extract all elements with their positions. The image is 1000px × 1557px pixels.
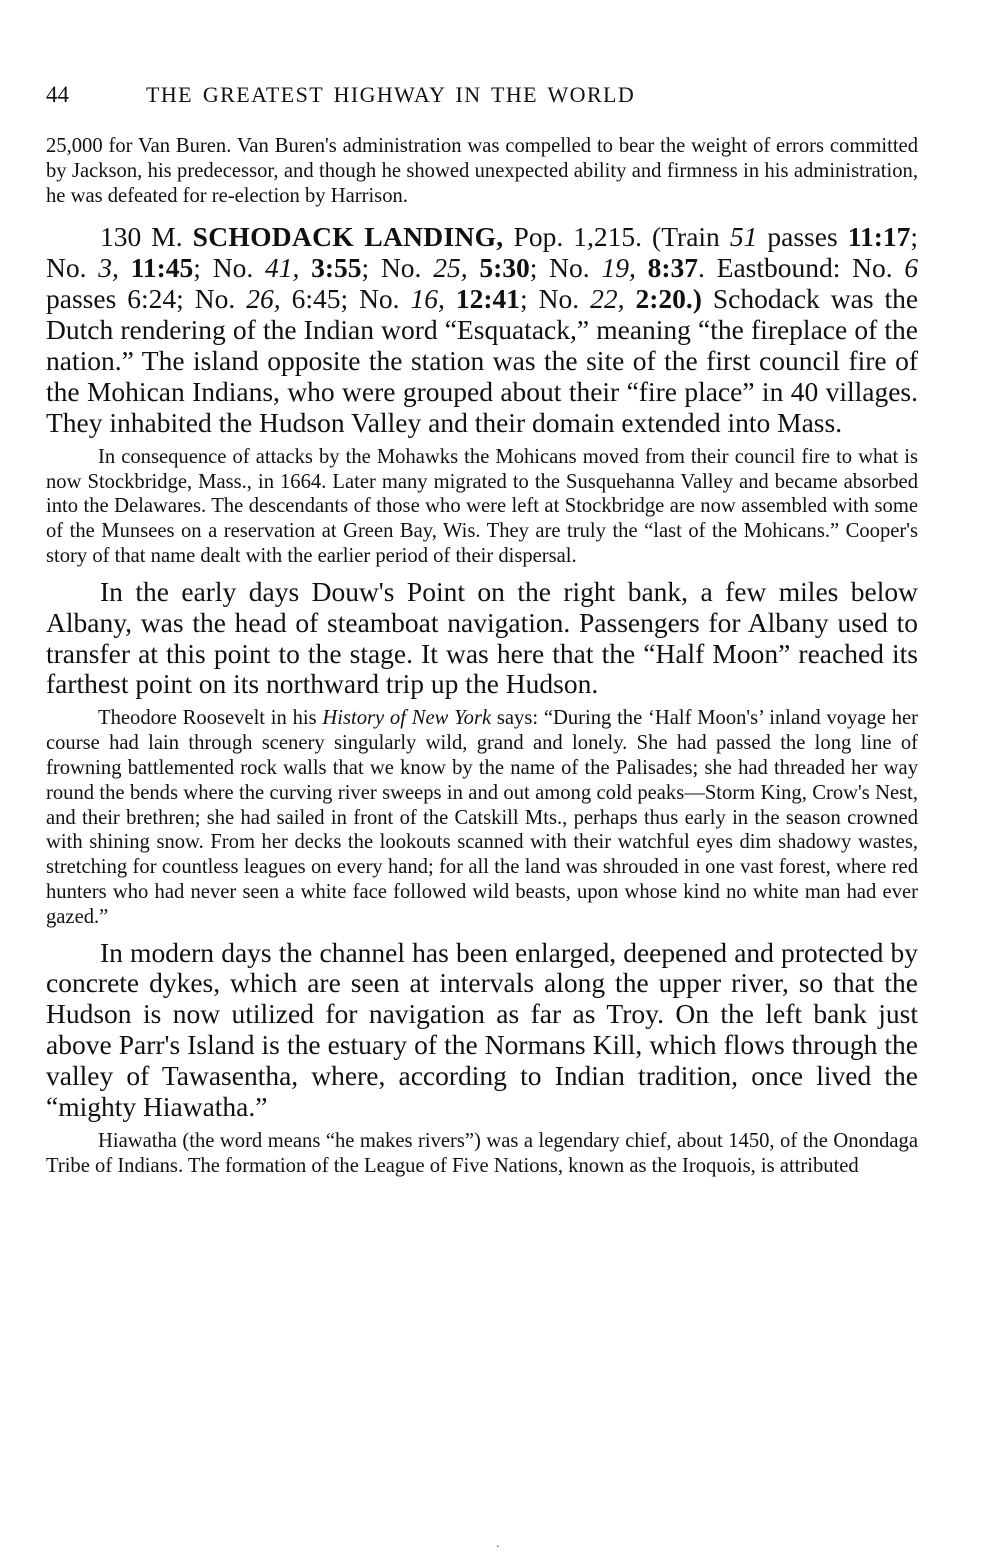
train-time: 11:45	[130, 252, 194, 284]
quote-lead: Theodore Roosevelt in his	[98, 707, 317, 730]
train-number: 3,	[98, 252, 119, 284]
no-label: No.	[359, 283, 400, 315]
train-number: 19,	[601, 252, 636, 284]
train-time: 3:55	[311, 252, 362, 284]
population: Pop. 1,215.	[513, 221, 642, 253]
book-page	[46, 82, 918, 1179]
train-number: 22,	[590, 283, 625, 315]
paragraph-mohicans-note: In consequence of attacks by the Mohawks the Mohicans moved from their council fire to what is now Stockbridge, Mass., in 1664. Later many migrated to the Susquehanna Valley and became absorbed into the Delawares. The descendants of those who were left at Stockbridge are now assembled with some of the Munsees on a reservation at Green Bay, Wis. They are truly the “last of the Mohicans.” Cooper's story of that name dealt with the earlier period of their dispersal.	[46, 445, 918, 567]
train-number: 26,	[246, 283, 281, 315]
train-number: 6	[904, 252, 919, 284]
paragraph-hiawatha: Hiawatha (the word means “he makes rivers”) was a legendary chief, about 1450, of the Onondaga Tribe of Indians. The formation of the League of Five Nations, known as the Iroquois, is attributed	[46, 1129, 918, 1177]
no-label: No.	[852, 252, 893, 284]
passes-word: passes	[767, 221, 838, 253]
paragraph-van-buren: 25,000 for Van Buren. Van Buren's administration was compelled to bear the weight of errors committed by Jackson, his predecessor, and though he showed unexpected ability and firmness in his administration, he was defeated for re-election by Harrison.	[46, 135, 918, 207]
paragraph-schodack-landing: 130 M. SCHODACK LANDING, Pop. 1,215. (Train 51 passes 11:17; No. 3, 11:45; No. 41, 3:55; No. 25, 5:30; No. 19, 8:37. Eastbound: No. 6 passes 6:24; No. 26, 6:45; No. 16, 12:41; No. 22, 2:20.) Schodack was the Dutch rendering of the Indian word “Esquatack,” meaning “the fireplace of the nation.” The island opposite the station was the site of the first council fire of the Mohican Indians, who were grouped about their “fire place” in 40 villages. They inhabited the Hudson Valley and their domain extended into Mass.	[46, 221, 919, 438]
train-time: 6:45	[291, 283, 341, 315]
paragraph-roosevelt-quote	[46, 706, 918, 929]
paragraph-modern-channel: In modern days the channel has been enlarged, deepened and protected by concrete dykes, which are seen at intervals along the upper river, so that the Hudson is now utilized for navigation as far as Troy. On the left bank just above Parr's Island is the estuary of the Normans Kill, which flows through the valley of Tawasentha, where, according to Indian tradition, once lived the “mighty Hiawatha.”	[46, 936, 918, 1123]
no-label: No.	[194, 283, 236, 315]
page-number: 44	[46, 82, 69, 107]
footer-mark: .	[496, 1536, 500, 1551]
mileage: 130 M.	[100, 221, 183, 253]
train-number: 41,	[264, 252, 300, 284]
train-time: 11:17	[847, 221, 911, 253]
schodack-body: Schodack was the Dutch rendering of the Indian word “Esquatack,” meaning “the fireplace of the nation.” The island opposite the station was the site of the first council fire of the Mohican Indians, who were grouped about their “fire place” in 40 villages. They inhabited the Hudson Valley and their domain extended into Mass.	[46, 283, 919, 438]
station-name: SCHODACK LANDING,	[192, 221, 504, 253]
no-label: No.	[46, 252, 87, 284]
no-label: No.	[212, 252, 254, 284]
page-header	[46, 82, 918, 116]
quote-text: says: “During the ‘Half Moon's’ inland voyage her course had lain through scenery singularly wild, grand and lonely. She had passed the long line of frowning battlemented rock walls that we know by the name of the Palisades; she had threaded her way round the bends where the curving river sweeps in and out among cold peaks—Storm King, Crow's Nest, and their brethren; she had sailed in front of the Catskill Mts., perhaps thus early in the season crowned with shining snow. From her decks the lookouts scanned with their watchful eyes dim shadowy wastes, stretching for countless leagues on every hand; for all the land was shrouded in one vast forest, where red hunters who had never seen a white face followed wild beasts, upon whose kind no white man had ever gazed.”	[46, 707, 918, 928]
train-time: 12:41	[455, 283, 521, 315]
no-label: No.	[380, 252, 422, 284]
train-intro: (Train	[652, 221, 720, 253]
train-time: 8:37	[647, 252, 698, 284]
train-time: 2:20.)	[635, 283, 702, 315]
book-title: History of New York	[322, 707, 492, 730]
train-time: 5:30	[479, 252, 530, 284]
train-number: 51	[729, 221, 758, 253]
train-number: 16,	[410, 283, 445, 315]
no-label: No.	[538, 283, 580, 315]
passes-word: passes	[46, 283, 117, 315]
no-label: No.	[549, 252, 590, 284]
train-number: 25,	[433, 252, 468, 284]
eastbound-label: Eastbound:	[716, 252, 841, 284]
paragraph-douws-point: In the early days Douw's Point on the right bank, a few miles below Albany, was the head of steamboat navigation. Passengers for Albany used to transfer at this point to the stage. It was here that the “Half Moon” reached its farthest point on its northward trip up the Hudson.	[46, 575, 918, 700]
running-title: THE GREATEST HIGHWAY IN THE WORLD	[146, 82, 636, 107]
train-time: 6:24	[127, 283, 177, 315]
